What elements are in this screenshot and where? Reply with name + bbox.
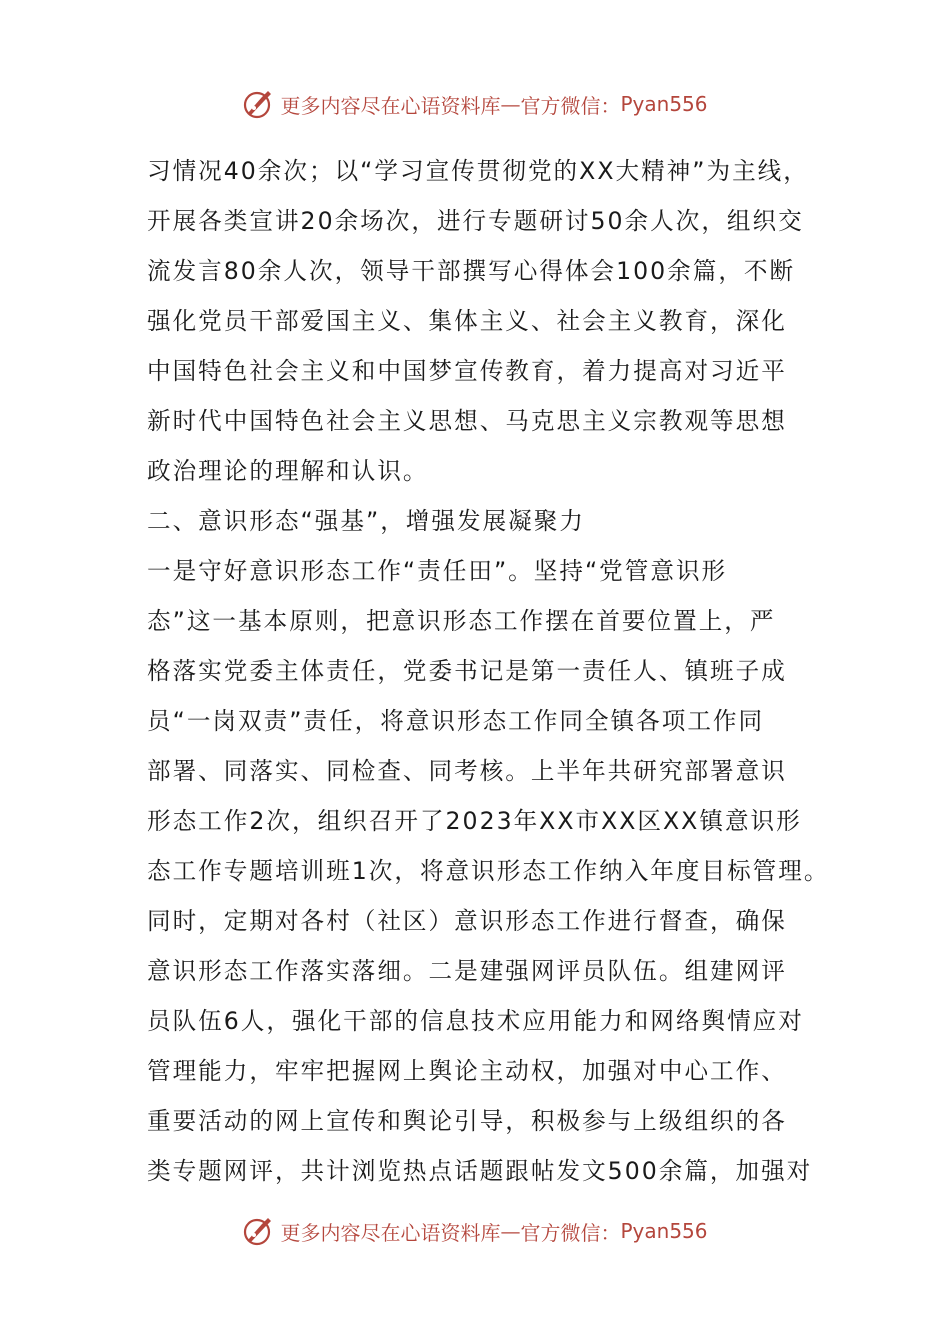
text-line: 一是守好意识形态工作“责任田”。坚持“党管意识形 bbox=[147, 557, 728, 585]
text-line: 管理能力，牢牢把握网上舆论主动权，加强对中心工作、 bbox=[147, 1057, 787, 1085]
footer-watermark bbox=[0, 1211, 950, 1251]
text-line: 格落实党委主体责任，党委书记是第一责任人、镇班子成 bbox=[147, 657, 787, 685]
text-line: 重要活动的网上宣传和舆论引导，积极参与上级组织的各 bbox=[147, 1107, 787, 1135]
watermark-dash: — bbox=[500, 92, 521, 116]
text-line: 类专题网评，共计浏览热点话题跟帖发文500余篇，加强对 bbox=[147, 1157, 813, 1185]
watermark-text: 更多内容尽在心语资料库 bbox=[280, 93, 501, 118]
text-line: 员“一岗双责”责任，将意识形态工作同全镇各项工作同 bbox=[147, 707, 765, 735]
text-line: 习情况40余次；以“学习宣传贯彻党的XX大精神”为主线， bbox=[147, 157, 809, 185]
text-line: 中国特色社会主义和中国梦宣传教育，着力提高对习近平 bbox=[147, 357, 787, 385]
text-line: 员队伍6人，强化干部的信息技术应用能力和网络舆情应对 bbox=[147, 1007, 804, 1035]
text-line: 新时代中国特色社会主义思想、马克思主义宗教观等思想 bbox=[147, 407, 787, 435]
text-line: 开展各类宣讲20余场次，进行专题研讨50余人次，组织交 bbox=[147, 207, 804, 235]
watermark-wechat-label: 官方微信： bbox=[520, 93, 621, 118]
text-line: 同时，定期对各村（社区）意识形态工作进行督查，确保 bbox=[147, 907, 787, 935]
header-watermark bbox=[0, 84, 950, 124]
text-line: 意识形态工作落实落细。二是建强网评员队伍。组建网评 bbox=[147, 957, 787, 985]
watermark-wechat-id: Pyan556 bbox=[620, 92, 708, 116]
watermark-wechat-id: Pyan556 bbox=[620, 1219, 708, 1243]
text-line: 政治理论的理解和认识。 bbox=[147, 457, 429, 485]
text-line: 部署、同落实、同检查、同考核。上半年共研究部署意识 bbox=[147, 757, 787, 785]
pen-nib-logo-icon bbox=[242, 1214, 276, 1248]
watermark-dash: — bbox=[500, 1219, 521, 1243]
document-body bbox=[147, 146, 830, 1196]
watermark-text: 更多内容尽在心语资料库 bbox=[280, 1220, 501, 1245]
text-line: 态工作专题培训班1次，将意识形态工作纳入年度目标管理。 bbox=[147, 857, 830, 885]
text-line: 形态工作2次，组织召开了2023年XX市XX区XX镇意识形 bbox=[147, 807, 802, 835]
text-line: 强化党员干部爱国主义、集体主义、社会主义教育，深化 bbox=[147, 307, 787, 335]
pen-nib-logo-icon bbox=[242, 87, 276, 121]
section-heading: 二、意识形态“强基”，增强发展凝聚力 bbox=[147, 507, 585, 535]
text-line: 流发言80余人次，领导干部撰写心得体会100余篇，不断 bbox=[147, 257, 796, 285]
text-line: 态”这一基本原则，把意识形态工作摆在首要位置上，严 bbox=[147, 607, 776, 635]
watermark-wechat-label: 官方微信： bbox=[520, 1220, 621, 1245]
